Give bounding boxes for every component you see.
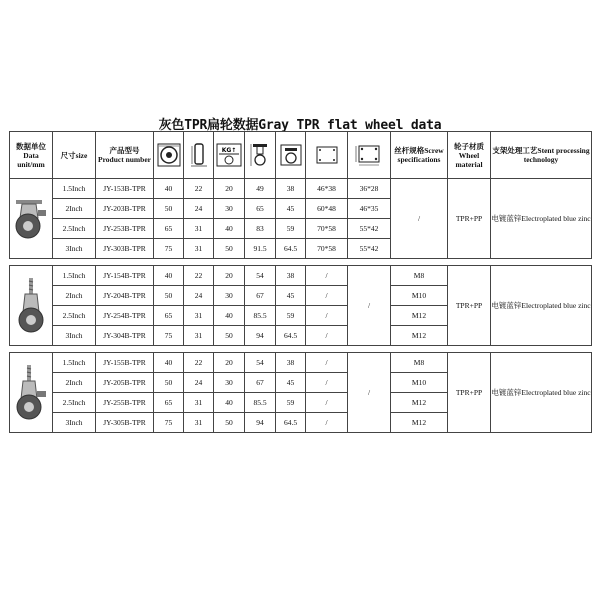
load-cell: 50	[214, 413, 245, 433]
wheel-width-icon	[184, 132, 214, 179]
load-cell: 20	[214, 179, 245, 199]
header-treatment: 支架处理工艺Stent processing technology	[491, 132, 592, 179]
diameter-cell: 65	[154, 219, 184, 239]
model-cell: JY-155B-TPR	[96, 353, 154, 373]
load-cell: 50	[214, 326, 245, 346]
turning-radius-icon	[276, 132, 306, 179]
diameter-cell: 40	[154, 353, 184, 373]
width-cell: 31	[184, 219, 214, 239]
screw-cell: M8	[391, 353, 448, 373]
width-cell: 24	[184, 373, 214, 393]
load-capacity-icon	[214, 132, 245, 179]
width-cell: 31	[184, 306, 214, 326]
model-cell: JY-203B-TPR	[96, 199, 154, 219]
radius-cell: 38	[276, 266, 306, 286]
treatment-cell: 电镀蓝锌Electroplated blue zinc	[491, 353, 592, 433]
treatment-cell: 电镀蓝锌Electroplated blue zinc	[491, 266, 592, 346]
screw-cell: M10	[391, 373, 448, 393]
model-cell: JY-253B-TPR	[96, 219, 154, 239]
height-cell: 85.5	[245, 393, 276, 413]
header-unit: 数据单位 Data unit/mm	[10, 132, 53, 179]
size-cell: 2.5Inch	[53, 219, 96, 239]
model-cell: JY-205B-TPR	[96, 373, 154, 393]
radius-cell: 59	[276, 219, 306, 239]
diameter-cell: 50	[154, 373, 184, 393]
model-cell: JY-304B-TPR	[96, 326, 154, 346]
diameter-cell: 50	[154, 286, 184, 306]
hole-cell: /	[348, 266, 391, 346]
width-cell: 24	[184, 286, 214, 306]
radius-cell: 45	[276, 286, 306, 306]
header-screw: 丝杆规格Screw specifications	[391, 132, 448, 179]
model-cell: JY-303B-TPR	[96, 239, 154, 259]
diameter-cell: 50	[154, 199, 184, 219]
width-cell: 31	[184, 326, 214, 346]
screw-cell: M8	[391, 266, 448, 286]
plate-cell: 46*38	[306, 179, 348, 199]
width-cell: 31	[184, 413, 214, 433]
plate-cell: /	[306, 266, 348, 286]
height-cell: 85.5	[245, 306, 276, 326]
height-cell: 83	[245, 219, 276, 239]
height-cell: 54	[245, 266, 276, 286]
plate-cell: /	[306, 286, 348, 306]
diameter-cell: 65	[154, 393, 184, 413]
load-cell: 20	[214, 353, 245, 373]
load-cell: 30	[214, 373, 245, 393]
width-cell: 22	[184, 353, 214, 373]
diameter-cell: 75	[154, 326, 184, 346]
radius-cell: 59	[276, 393, 306, 413]
screw-cell: M12	[391, 306, 448, 326]
size-cell: 3Inch	[53, 413, 96, 433]
height-cell: 65	[245, 199, 276, 219]
height-cell: 94	[245, 326, 276, 346]
size-cell: 3Inch	[53, 326, 96, 346]
size-cell: 1.5Inch	[53, 266, 96, 286]
height-cell: 91.5	[245, 239, 276, 259]
radius-cell: 59	[276, 306, 306, 326]
diameter-cell: 40	[154, 266, 184, 286]
header-product: 产品型号 Product number	[96, 132, 154, 179]
width-cell: 31	[184, 393, 214, 413]
load-cell: 40	[214, 219, 245, 239]
page-title: 灰色TPR扁轮数据Gray TPR flat wheel data	[158, 118, 442, 133]
width-cell: 31	[184, 239, 214, 259]
material-cell: TPR+PP	[448, 266, 491, 346]
model-cell: JY-254B-TPR	[96, 306, 154, 326]
screw-cell: M12	[391, 413, 448, 433]
size-cell: 2Inch	[53, 373, 96, 393]
model-cell: JY-305B-TPR	[96, 413, 154, 433]
height-cell: 67	[245, 286, 276, 306]
radius-cell: 38	[276, 179, 306, 199]
model-cell: JY-255B-TPR	[96, 393, 154, 413]
table-row	[10, 353, 592, 373]
plate-cell: /	[306, 326, 348, 346]
size-cell: 3Inch	[53, 239, 96, 259]
size-cell: 2.5Inch	[53, 393, 96, 413]
diameter-cell: 65	[154, 306, 184, 326]
wheel-data-table	[9, 131, 592, 433]
plate-cell: /	[306, 373, 348, 393]
load-cell: 30	[214, 286, 245, 306]
width-cell: 22	[184, 179, 214, 199]
hole-distance-icon	[348, 132, 391, 179]
radius-cell: 64.5	[276, 413, 306, 433]
height-cell: 94	[245, 413, 276, 433]
threaded-stem-caster-icon	[10, 266, 53, 346]
load-cell: 30	[214, 199, 245, 219]
size-cell: 1.5Inch	[53, 179, 96, 199]
plate-cell: 60*48	[306, 199, 348, 219]
size-cell: 2Inch	[53, 286, 96, 306]
load-cell: 20	[214, 266, 245, 286]
load-cell: 40	[214, 306, 245, 326]
radius-cell: 38	[276, 353, 306, 373]
header-row	[10, 132, 592, 179]
table-row	[10, 179, 592, 199]
plate-cell: /	[306, 353, 348, 373]
size-cell: 2.5Inch	[53, 306, 96, 326]
radius-cell: 45	[276, 373, 306, 393]
top-plate-caster-with-brake-icon	[10, 179, 53, 259]
plate-cell: 70*58	[306, 219, 348, 239]
screw-cell: M12	[391, 393, 448, 413]
threaded-stem-caster-with-brake-icon	[10, 353, 53, 433]
width-cell: 24	[184, 199, 214, 219]
plate-cell: 70*58	[306, 239, 348, 259]
hole-cell: /	[348, 353, 391, 433]
model-cell: JY-153B-TPR	[96, 179, 154, 199]
model-cell: JY-154B-TPR	[96, 266, 154, 286]
treatment-cell: 电镀蓝锌Electroplated blue zinc	[491, 179, 592, 259]
height-cell: 49	[245, 179, 276, 199]
material-cell: TPR+PP	[448, 353, 491, 433]
header-material: 轮子材质 Wheel material	[448, 132, 491, 179]
load-cell: 50	[214, 239, 245, 259]
header-size: 尺寸size	[53, 132, 96, 179]
radius-cell: 45	[276, 199, 306, 219]
group-separator	[10, 346, 592, 353]
screw-cell: /	[391, 179, 448, 259]
load-cell: 40	[214, 393, 245, 413]
height-cell: 67	[245, 373, 276, 393]
model-cell: JY-204B-TPR	[96, 286, 154, 306]
size-cell: 1.5Inch	[53, 353, 96, 373]
screw-cell: M12	[391, 326, 448, 346]
installation-height-icon	[245, 132, 276, 179]
hole-cell: 36*28	[348, 179, 391, 199]
plate-cell: /	[306, 393, 348, 413]
plate-cell: /	[306, 306, 348, 326]
wheel-diameter-icon	[154, 132, 184, 179]
plate-cell: /	[306, 413, 348, 433]
radius-cell: 64.5	[276, 239, 306, 259]
hole-cell: 55*42	[348, 219, 391, 239]
screw-cell: M10	[391, 286, 448, 306]
table-row	[10, 266, 592, 286]
group-separator	[10, 259, 592, 266]
load-icon-text: KG↑	[221, 147, 237, 154]
radius-cell: 64.5	[276, 326, 306, 346]
height-cell: 54	[245, 353, 276, 373]
diameter-cell: 75	[154, 413, 184, 433]
width-cell: 22	[184, 266, 214, 286]
diameter-cell: 75	[154, 239, 184, 259]
material-cell: TPR+PP	[448, 179, 491, 259]
diameter-cell: 40	[154, 179, 184, 199]
size-cell: 2Inch	[53, 199, 96, 219]
hole-cell: 46*35	[348, 199, 391, 219]
hole-cell: 55*42	[348, 239, 391, 259]
plate-size-icon	[306, 132, 348, 179]
